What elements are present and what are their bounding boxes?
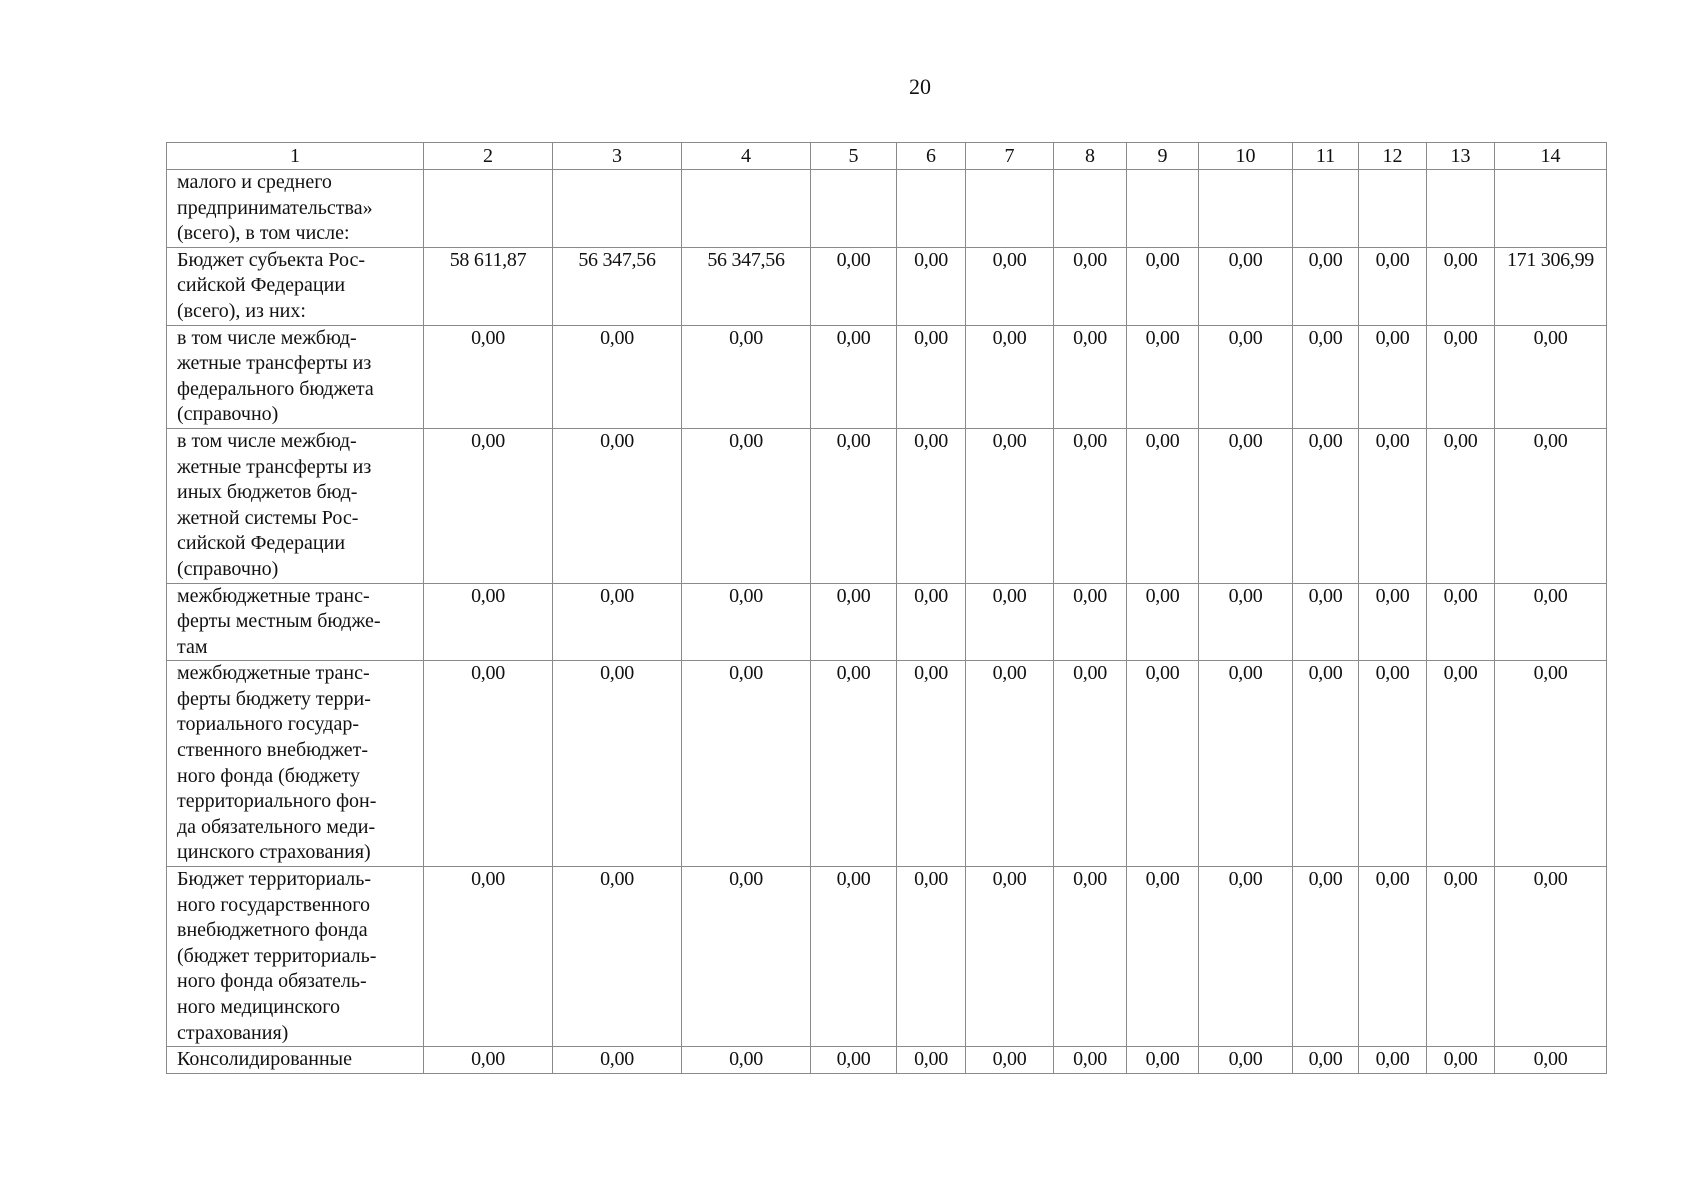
row-label [167, 661, 424, 867]
row-label-line: жетной системы Рос- [177, 506, 359, 529]
row-label [167, 428, 424, 583]
value-cell: 0,00 [1127, 867, 1199, 1047]
row-label-line: (справочно) [177, 557, 279, 580]
row-label-line: (бюджет территориаль- [177, 944, 377, 967]
value-cell [811, 170, 897, 248]
value-cell: 0,00 [424, 583, 553, 661]
value-cell: 0,00 [966, 325, 1054, 428]
value-cell: 0,00 [1054, 247, 1127, 325]
value-cell: 0,00 [966, 428, 1054, 583]
value-cell: 0,00 [811, 325, 897, 428]
row-label-line: иных бюджетов бюд- [177, 481, 358, 504]
value-cell: 0,00 [1495, 1047, 1607, 1074]
value-cell: 0,00 [682, 867, 811, 1047]
row-label-line: ториального государ- [177, 713, 360, 736]
row-label [167, 325, 424, 428]
value-cell: 0,00 [1359, 247, 1427, 325]
value-cell: 0,00 [811, 661, 897, 867]
column-header: 11 [1293, 143, 1359, 170]
row-label-line: жетные трансферты из [177, 352, 372, 375]
value-cell: 58 611,87 [424, 247, 553, 325]
value-cell: 0,00 [966, 583, 1054, 661]
column-header: 8 [1054, 143, 1127, 170]
value-cell: 0,00 [1293, 428, 1359, 583]
column-header: 3 [553, 143, 682, 170]
value-cell: 0,00 [1054, 867, 1127, 1047]
table-row [167, 325, 1607, 428]
value-cell: 0,00 [1127, 325, 1199, 428]
value-cell [1199, 170, 1293, 248]
value-cell: 0,00 [1199, 583, 1293, 661]
value-cell: 0,00 [966, 247, 1054, 325]
value-cell: 0,00 [1427, 867, 1495, 1047]
column-header: 7 [966, 143, 1054, 170]
row-label [167, 867, 424, 1047]
value-cell: 0,00 [811, 428, 897, 583]
table-row [167, 1047, 1607, 1074]
value-cell: 0,00 [682, 661, 811, 867]
value-cell: 0,00 [1054, 661, 1127, 867]
row-label-line: (справочно) [177, 403, 279, 426]
value-cell [424, 170, 553, 248]
row-label-line: цинского страхования) [177, 841, 371, 864]
value-cell: 0,00 [1359, 583, 1427, 661]
value-cell: 0,00 [1127, 247, 1199, 325]
column-header: 4 [682, 143, 811, 170]
value-cell: 0,00 [811, 247, 897, 325]
value-cell: 0,00 [1127, 661, 1199, 867]
value-cell: 0,00 [897, 867, 966, 1047]
value-cell: 0,00 [424, 867, 553, 1047]
value-cell: 0,00 [424, 1047, 553, 1074]
row-label-line: межбюджетные транс- [177, 662, 370, 685]
value-cell: 0,00 [1359, 1047, 1427, 1074]
value-cell [1127, 170, 1199, 248]
value-cell: 0,00 [811, 867, 897, 1047]
row-label-line: ственного внебюджет- [177, 739, 369, 762]
value-cell: 0,00 [553, 325, 682, 428]
value-cell: 0,00 [1495, 583, 1607, 661]
row-label-line: внебюджетного фонда [177, 919, 368, 942]
value-cell: 0,00 [1427, 325, 1495, 428]
value-cell [682, 170, 811, 248]
value-cell: 0,00 [682, 325, 811, 428]
value-cell: 0,00 [1054, 325, 1127, 428]
row-label-line: малого и среднего [177, 171, 332, 193]
row-label-line: Бюджет территориаль- [177, 868, 372, 891]
value-cell: 0,00 [966, 867, 1054, 1047]
value-cell: 0,00 [897, 428, 966, 583]
column-header-row [167, 143, 1607, 170]
column-header: 12 [1359, 143, 1427, 170]
row-label-line: территориального фон- [177, 790, 377, 813]
value-cell: 0,00 [682, 428, 811, 583]
value-cell: 0,00 [424, 428, 553, 583]
row-label-line: страхования) [177, 1021, 289, 1044]
value-cell [1427, 170, 1495, 248]
value-cell: 0,00 [966, 1047, 1054, 1074]
value-cell: 0,00 [553, 1047, 682, 1074]
value-cell: 0,00 [897, 1047, 966, 1074]
column-header: 13 [1427, 143, 1495, 170]
value-cell: 0,00 [1199, 1047, 1293, 1074]
value-cell: 0,00 [1427, 1047, 1495, 1074]
value-cell: 0,00 [1199, 325, 1293, 428]
value-cell: 0,00 [1054, 1047, 1127, 1074]
value-cell: 0,00 [897, 583, 966, 661]
value-cell: 0,00 [1495, 325, 1607, 428]
value-cell: 0,00 [1495, 661, 1607, 867]
value-cell: 0,00 [811, 1047, 897, 1074]
value-cell: 0,00 [1359, 325, 1427, 428]
row-label-line: ного государственного [177, 893, 370, 916]
row-label-line: Консолидированные [177, 1048, 352, 1071]
column-header: 9 [1127, 143, 1199, 170]
column-header: 2 [424, 143, 553, 170]
table-row [167, 247, 1607, 325]
row-label-line: ферты местным бюдже- [177, 610, 381, 633]
value-cell [1054, 170, 1127, 248]
column-header: 6 [897, 143, 966, 170]
row-label-line: в том числе межбюд- [177, 326, 357, 349]
value-cell: 0,00 [1127, 428, 1199, 583]
value-cell [966, 170, 1054, 248]
row-label-line: (всего), из них: [177, 299, 306, 322]
value-cell [897, 170, 966, 248]
value-cell: 0,00 [1199, 661, 1293, 867]
value-cell: 0,00 [1495, 428, 1607, 583]
value-cell: 0,00 [811, 583, 897, 661]
row-label-line: Бюджет субъекта Рос- [177, 248, 365, 271]
row-label-line: (всего), в том числе: [177, 222, 350, 245]
row-label-line: сийской Федерации [177, 532, 346, 555]
table-row [167, 170, 1607, 248]
value-cell: 0,00 [897, 247, 966, 325]
value-cell: 0,00 [1359, 428, 1427, 583]
value-cell: 0,00 [1293, 325, 1359, 428]
row-label-line: ного фонда (бюджету [177, 764, 360, 787]
value-cell: 0,00 [1359, 661, 1427, 867]
value-cell: 56 347,56 [553, 247, 682, 325]
row-label-line: предпринимательства» [177, 196, 373, 219]
value-cell: 0,00 [553, 661, 682, 867]
value-cell: 0,00 [966, 661, 1054, 867]
column-header: 10 [1199, 143, 1293, 170]
value-cell: 0,00 [553, 867, 682, 1047]
value-cell: 0,00 [897, 325, 966, 428]
value-cell [1495, 170, 1607, 248]
row-label [167, 1047, 424, 1074]
table-row [167, 428, 1607, 583]
row-label-line: сийской Федерации [177, 274, 346, 297]
row-label [167, 247, 424, 325]
value-cell: 0,00 [1427, 247, 1495, 325]
value-cell: 0,00 [424, 661, 553, 867]
value-cell [1359, 170, 1427, 248]
row-label-line: жетные трансферты из [177, 455, 372, 478]
value-cell: 0,00 [1127, 583, 1199, 661]
value-cell: 0,00 [682, 583, 811, 661]
value-cell [1293, 170, 1359, 248]
value-cell: 0,00 [897, 661, 966, 867]
value-cell: 0,00 [1427, 583, 1495, 661]
row-label [167, 583, 424, 661]
value-cell: 0,00 [1127, 1047, 1199, 1074]
value-cell: 0,00 [1427, 428, 1495, 583]
column-header: 5 [811, 143, 897, 170]
value-cell: 0,00 [1293, 583, 1359, 661]
value-cell: 0,00 [1427, 661, 1495, 867]
budget-table [166, 142, 1607, 1074]
row-label [167, 170, 424, 248]
value-cell [553, 170, 682, 248]
column-header: 14 [1495, 143, 1607, 170]
row-label-line: ного медицинского [177, 996, 340, 1018]
value-cell: 0,00 [424, 325, 553, 428]
value-cell: 0,00 [553, 583, 682, 661]
row-label-line: да обязательного меди- [177, 815, 376, 838]
table-row [167, 867, 1607, 1047]
value-cell: 0,00 [553, 428, 682, 583]
value-cell: 0,00 [1199, 247, 1293, 325]
table-row [167, 583, 1607, 661]
row-label-line: ферты бюджету терри- [177, 687, 371, 710]
page-number: 20 [909, 74, 931, 99]
value-cell: 0,00 [1199, 867, 1293, 1047]
row-label-line: там [177, 635, 208, 658]
row-label-line: ного фонда обязатель- [177, 970, 367, 993]
table-row [167, 661, 1607, 867]
value-cell: 0,00 [1054, 583, 1127, 661]
row-label-line: в том числе межбюд- [177, 429, 357, 452]
value-cell: 0,00 [1199, 428, 1293, 583]
value-cell: 0,00 [1495, 867, 1607, 1047]
value-cell: 56 347,56 [682, 247, 811, 325]
column-header: 1 [167, 143, 424, 170]
value-cell: 0,00 [1293, 247, 1359, 325]
value-cell: 0,00 [1359, 867, 1427, 1047]
value-cell: 0,00 [1293, 661, 1359, 867]
value-cell: 0,00 [1293, 867, 1359, 1047]
row-label-line: межбюджетные транс- [177, 584, 370, 607]
value-cell: 0,00 [1293, 1047, 1359, 1074]
value-cell: 0,00 [682, 1047, 811, 1074]
value-cell: 171 306,99 [1495, 247, 1607, 325]
value-cell: 0,00 [1054, 428, 1127, 583]
row-label-line: федерального бюджета [177, 377, 374, 400]
